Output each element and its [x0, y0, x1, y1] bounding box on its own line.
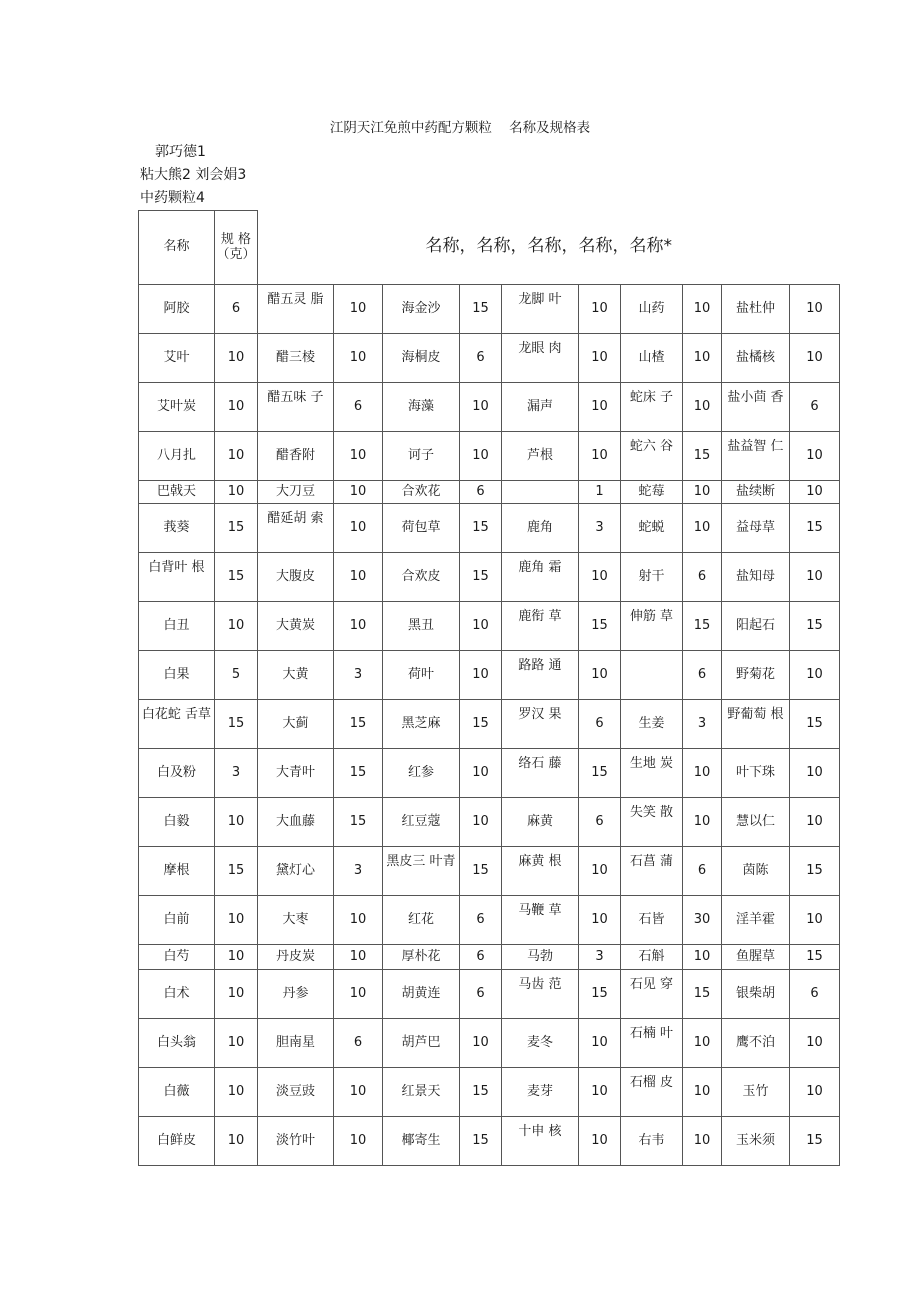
herb-name-cell: 罗汉 果: [502, 700, 579, 749]
spec-grams-cell: 10: [215, 481, 258, 504]
herb-name-cell: 盐杜仲: [722, 285, 790, 334]
table-row: [139, 334, 840, 383]
spec-grams-cell: 15: [215, 553, 258, 602]
herb-name-cell: 白及粉: [139, 749, 215, 798]
header-spec: [215, 211, 258, 285]
table-row: [139, 798, 840, 847]
herb-name-cell: 淡豆豉: [258, 1068, 334, 1117]
herb-name-cell: 叶下珠: [722, 749, 790, 798]
herb-name-cell: 合欢花: [383, 481, 460, 504]
table-row: [139, 1068, 840, 1117]
herb-name-cell: 白丑: [139, 602, 215, 651]
spec-grams-cell: 10: [334, 970, 383, 1019]
spec-grams-cell: 10: [683, 383, 722, 432]
herb-name-cell: 山药: [621, 285, 683, 334]
author-line-2: 粘大熊2 刘会娟3: [140, 167, 247, 183]
spec-grams-cell: 10: [460, 798, 502, 847]
herb-name-cell: 野菊花: [722, 651, 790, 700]
spec-grams-cell: 6: [460, 896, 502, 945]
spec-grams-cell: 10: [460, 1019, 502, 1068]
spec-grams-cell: 10: [460, 383, 502, 432]
herb-name-cell: 盐知母: [722, 553, 790, 602]
herb-name-cell: 蛇莓: [621, 481, 683, 504]
spec-grams-cell: 15: [460, 504, 502, 553]
herb-name-cell: 阳起石: [722, 602, 790, 651]
spec-grams-cell: 10: [790, 1019, 840, 1068]
spec-grams-cell: 6: [460, 334, 502, 383]
spec-grams-cell: 10: [579, 896, 621, 945]
table-header-row: [139, 211, 840, 285]
spec-grams-cell: 6: [579, 798, 621, 847]
spec-grams-cell: 10: [579, 651, 621, 700]
spec-grams-cell: 6: [790, 383, 840, 432]
herb-name-cell: 醋三棱: [258, 334, 334, 383]
spec-grams-cell: 15: [334, 798, 383, 847]
herb-name-cell: 石见 穿: [621, 970, 683, 1019]
herb-name-cell: 马齿 范: [502, 970, 579, 1019]
herb-name-cell: 芦根: [502, 432, 579, 481]
herb-name-cell: 胆南星: [258, 1019, 334, 1068]
herb-name-cell: 白花蛇 舌草: [139, 700, 215, 749]
spec-grams-cell: 3: [334, 847, 383, 896]
spec-grams-cell: 15: [790, 945, 840, 970]
spec-grams-cell: 15: [790, 504, 840, 553]
spec-grams-cell: 10: [790, 651, 840, 700]
spec-grams-cell: 10: [579, 334, 621, 383]
herb-name-cell: 玉米须: [722, 1117, 790, 1166]
herb-name-cell: 石菖 蒲: [621, 847, 683, 896]
herb-name-cell: 大血藤: [258, 798, 334, 847]
spec-grams-cell: 15: [334, 749, 383, 798]
spec-grams-cell: 10: [215, 945, 258, 970]
spec-grams-cell: 10: [334, 285, 383, 334]
table-row: [139, 602, 840, 651]
herb-name-cell: 厚朴花: [383, 945, 460, 970]
spec-grams-cell: 10: [790, 481, 840, 504]
spec-grams-cell: 10: [215, 383, 258, 432]
herb-name-cell: 海金沙: [383, 285, 460, 334]
header-name: 名称: [139, 211, 215, 285]
herb-name-cell: 右韦: [621, 1117, 683, 1166]
herb-name-cell: 络石 藤: [502, 749, 579, 798]
herb-name-cell: 麦冬: [502, 1019, 579, 1068]
herb-name-cell: 大枣: [258, 896, 334, 945]
herb-name-cell: 白果: [139, 651, 215, 700]
herb-name-cell: 红景天: [383, 1068, 460, 1117]
herb-name-cell: 麻黄 根: [502, 847, 579, 896]
spec-grams-cell: 15: [579, 602, 621, 651]
spec-grams-cell: 15: [460, 285, 502, 334]
herb-name-cell: 白前: [139, 896, 215, 945]
herb-name-cell: 胡黄连: [383, 970, 460, 1019]
spec-grams-cell: 6: [460, 945, 502, 970]
spec-grams-cell: 10: [683, 798, 722, 847]
table-row: [139, 1117, 840, 1166]
spec-grams-cell: 15: [790, 602, 840, 651]
herb-name-cell: 白头翁: [139, 1019, 215, 1068]
spec-grams-cell: 10: [579, 383, 621, 432]
spec-grams-cell: 10: [334, 504, 383, 553]
herb-name-cell: 石榴 皮: [621, 1068, 683, 1117]
herb-name-cell: 荷包草: [383, 504, 460, 553]
herb-name-cell: 摩根: [139, 847, 215, 896]
spec-grams-cell: 10: [215, 1117, 258, 1166]
spec-grams-cell: 10: [215, 798, 258, 847]
herb-name-cell: 生姜: [621, 700, 683, 749]
herb-name-cell: 蛇床 子: [621, 383, 683, 432]
herb-name-cell: 鹰不泊: [722, 1019, 790, 1068]
spec-grams-cell: 15: [683, 970, 722, 1019]
herb-name-cell: 白术: [139, 970, 215, 1019]
spec-grams-cell: 6: [460, 481, 502, 504]
herb-name-cell: 海藻: [383, 383, 460, 432]
spec-grams-cell: 6: [790, 970, 840, 1019]
herb-name-cell: 海桐皮: [383, 334, 460, 383]
herb-name-cell: 淡竹叶: [258, 1117, 334, 1166]
spec-grams-cell: 10: [215, 1019, 258, 1068]
herb-name-cell: 蛇六 谷: [621, 432, 683, 481]
herb-name-cell: 盐续断: [722, 481, 790, 504]
herb-name-cell: 大黄: [258, 651, 334, 700]
herb-name-cell: 胡芦巴: [383, 1019, 460, 1068]
herb-name-cell: 马勃: [502, 945, 579, 970]
spec-grams-cell: 10: [579, 285, 621, 334]
spec-grams-cell: 10: [334, 553, 383, 602]
spec-grams-cell: 6: [683, 553, 722, 602]
spec-grams-cell: 15: [790, 1117, 840, 1166]
herb-name-cell: 蛇蜕: [621, 504, 683, 553]
table-row: [139, 1019, 840, 1068]
spec-grams-cell: 10: [579, 432, 621, 481]
spec-grams-cell: 15: [215, 700, 258, 749]
herb-name-cell: 大黄炭: [258, 602, 334, 651]
herb-name-cell: 鹿角 霜: [502, 553, 579, 602]
herb-name-cell: 伸筋 草: [621, 602, 683, 651]
spec-grams-cell: 6: [683, 651, 722, 700]
spec-grams-cell: 10: [790, 1068, 840, 1117]
spec-grams-cell: 3: [579, 504, 621, 553]
spec-grams-cell: 10: [683, 334, 722, 383]
spec-grams-cell: 1: [579, 481, 621, 504]
herb-name-cell: 醋香附: [258, 432, 334, 481]
herb-name-cell: 麦芽: [502, 1068, 579, 1117]
herb-name-cell: 白背叶 根: [139, 553, 215, 602]
spec-grams-cell: 30: [683, 896, 722, 945]
herb-name-cell: 银柴胡: [722, 970, 790, 1019]
spec-grams-cell: 10: [215, 432, 258, 481]
herb-name-cell: 盐小茴 香: [722, 383, 790, 432]
herb-name-cell: 玉竹: [722, 1068, 790, 1117]
document-title: 江阴天江免煎中药配方颗粒 名称及规格表: [329, 120, 591, 136]
spec-grams-cell: 15: [460, 1117, 502, 1166]
herb-name-cell: 鱼腥草: [722, 945, 790, 970]
herb-name-cell: 生地 炭: [621, 749, 683, 798]
spec-grams-cell: 10: [334, 602, 383, 651]
herb-name-cell: 丹皮炭: [258, 945, 334, 970]
herb-name-cell: [621, 651, 683, 700]
herb-name-cell: 鹿角: [502, 504, 579, 553]
table-row: [139, 847, 840, 896]
herb-name-cell: 诃子: [383, 432, 460, 481]
herb-name-cell: 椰寄生: [383, 1117, 460, 1166]
herb-name-cell: 醋五灵 脂: [258, 285, 334, 334]
spec-grams-cell: 10: [790, 798, 840, 847]
herb-name-cell: 石楠 叶: [621, 1019, 683, 1068]
herb-name-cell: 醋延胡 索: [258, 504, 334, 553]
table-row: [139, 553, 840, 602]
herb-name-cell: 红参: [383, 749, 460, 798]
table-row: [139, 945, 840, 970]
herb-name-cell: 大蓟: [258, 700, 334, 749]
herb-name-cell: 茵陈: [722, 847, 790, 896]
spec-grams-cell: 15: [215, 504, 258, 553]
herb-name-cell: 莪葵: [139, 504, 215, 553]
herb-name-cell: 巴戟天: [139, 481, 215, 504]
herb-name-cell: 白鲜皮: [139, 1117, 215, 1166]
author-line-1: 郭巧德1: [155, 144, 206, 160]
herb-name-cell: 淫羊霍: [722, 896, 790, 945]
spec-grams-cell: 10: [683, 504, 722, 553]
spec-grams-cell: 10: [579, 553, 621, 602]
spec-grams-cell: 3: [579, 945, 621, 970]
spec-grams-cell: 10: [683, 749, 722, 798]
herb-name-cell: 盐橘核: [722, 334, 790, 383]
spec-grams-cell: 10: [460, 602, 502, 651]
herb-name-cell: 八月扎: [139, 432, 215, 481]
header-repeat: 名称，名称，名称，名称，名称*: [258, 211, 840, 285]
herb-name-cell: 路路 通: [502, 651, 579, 700]
spec-grams-cell: 10: [460, 651, 502, 700]
herb-name-cell: 艾叶: [139, 334, 215, 383]
table-row: [139, 504, 840, 553]
spec-grams-cell: 10: [683, 285, 722, 334]
spec-grams-cell: 10: [579, 1019, 621, 1068]
spec-grams-cell: 10: [790, 432, 840, 481]
spec-grams-cell: 6: [334, 383, 383, 432]
spec-grams-cell: 6: [683, 847, 722, 896]
table-row: [139, 749, 840, 798]
spec-grams-cell: 15: [790, 700, 840, 749]
spec-grams-cell: 10: [215, 602, 258, 651]
herb-name-cell: 射干: [621, 553, 683, 602]
spec-grams-cell: 10: [683, 481, 722, 504]
herb-name-cell: 黑丑: [383, 602, 460, 651]
herb-spec-table: [138, 210, 840, 1166]
spec-grams-cell: 10: [790, 334, 840, 383]
herb-name-cell: 十申 核: [502, 1117, 579, 1166]
table-row: [139, 383, 840, 432]
spec-grams-cell: 10: [579, 847, 621, 896]
spec-grams-cell: 10: [790, 285, 840, 334]
herb-name-cell: 合欢皮: [383, 553, 460, 602]
spec-grams-cell: 15: [215, 847, 258, 896]
herb-name-cell: 白毅: [139, 798, 215, 847]
spec-grams-cell: 10: [334, 334, 383, 383]
header-spec-line1: 规 格: [220, 231, 252, 247]
spec-grams-cell: 15: [683, 432, 722, 481]
spec-grams-cell: 10: [334, 481, 383, 504]
herb-name-cell: 醋五味 子: [258, 383, 334, 432]
spec-grams-cell: 15: [579, 749, 621, 798]
spec-grams-cell: 15: [579, 970, 621, 1019]
spec-grams-cell: 5: [215, 651, 258, 700]
spec-grams-cell: 10: [460, 432, 502, 481]
table-row: [139, 285, 840, 334]
spec-grams-cell: 10: [215, 1068, 258, 1117]
spec-grams-cell: 10: [215, 896, 258, 945]
spec-grams-cell: 10: [683, 1117, 722, 1166]
herb-name-cell: 慧以仁: [722, 798, 790, 847]
spec-grams-cell: 10: [334, 896, 383, 945]
spec-grams-cell: 15: [460, 1068, 502, 1117]
spec-grams-cell: 10: [215, 334, 258, 383]
table-row: [139, 432, 840, 481]
herb-name-cell: 益母草: [722, 504, 790, 553]
spec-grams-cell: 10: [215, 970, 258, 1019]
herb-name-cell: 艾叶炭: [139, 383, 215, 432]
herb-name-cell: 石皆: [621, 896, 683, 945]
herb-name-cell: 漏声: [502, 383, 579, 432]
header-spec-line2: （克）: [216, 246, 256, 262]
spec-grams-cell: 15: [334, 700, 383, 749]
herb-name-cell: 阿胶: [139, 285, 215, 334]
herb-name-cell: 丹参: [258, 970, 334, 1019]
herb-name-cell: 石斛: [621, 945, 683, 970]
herb-name-cell: 失笑 散: [621, 798, 683, 847]
spec-grams-cell: 10: [334, 1117, 383, 1166]
spec-grams-cell: 10: [334, 432, 383, 481]
spec-grams-cell: 6: [334, 1019, 383, 1068]
spec-grams-cell: 6: [579, 700, 621, 749]
spec-grams-cell: 15: [460, 847, 502, 896]
spec-grams-cell: 15: [790, 847, 840, 896]
herb-name-cell: [502, 481, 579, 504]
spec-grams-cell: 10: [579, 1117, 621, 1166]
spec-grams-cell: 10: [460, 749, 502, 798]
spec-grams-cell: 10: [683, 945, 722, 970]
table-row: [139, 481, 840, 504]
table-row: [139, 896, 840, 945]
spec-grams-cell: 10: [790, 749, 840, 798]
herb-name-cell: 红花: [383, 896, 460, 945]
spec-grams-cell: 10: [790, 896, 840, 945]
spec-grams-cell: 6: [460, 970, 502, 1019]
spec-grams-cell: 10: [579, 1068, 621, 1117]
spec-grams-cell: 3: [334, 651, 383, 700]
herb-name-cell: 盐益智 仁: [722, 432, 790, 481]
spec-grams-cell: 10: [683, 1019, 722, 1068]
spec-grams-cell: 15: [683, 602, 722, 651]
spec-grams-cell: 3: [683, 700, 722, 749]
herb-name-cell: 山楂: [621, 334, 683, 383]
herb-name-cell: 荷叶: [383, 651, 460, 700]
spec-grams-cell: 10: [334, 945, 383, 970]
herb-name-cell: 野葡萄 根: [722, 700, 790, 749]
herb-name-cell: 白薇: [139, 1068, 215, 1117]
herb-name-cell: 黑芝麻: [383, 700, 460, 749]
herb-name-cell: 大刀豆: [258, 481, 334, 504]
herb-name-cell: 红豆蔻: [383, 798, 460, 847]
herb-name-cell: 龙眼 肉: [502, 334, 579, 383]
table-row: [139, 651, 840, 700]
herb-name-cell: 白芍: [139, 945, 215, 970]
spec-grams-cell: 3: [215, 749, 258, 798]
herb-name-cell: 大青叶: [258, 749, 334, 798]
herb-name-cell: 黑皮三 叶青: [383, 847, 460, 896]
herb-name-cell: 大腹皮: [258, 553, 334, 602]
spec-grams-cell: 10: [790, 553, 840, 602]
table-row: [139, 700, 840, 749]
spec-grams-cell: 10: [334, 1068, 383, 1117]
spec-grams-cell: 15: [460, 553, 502, 602]
herb-name-cell: 鹿衔 草: [502, 602, 579, 651]
author-line-3: 中药颗粒4: [140, 190, 205, 206]
spec-grams-cell: 10: [683, 1068, 722, 1117]
herb-name-cell: 麻黄: [502, 798, 579, 847]
herb-name-cell: 龙脚 叶: [502, 285, 579, 334]
herb-name-cell: 黛灯心: [258, 847, 334, 896]
spec-grams-cell: 15: [460, 700, 502, 749]
table-row: [139, 970, 840, 1019]
spec-grams-cell: 6: [215, 285, 258, 334]
herb-name-cell: 马鞭 草: [502, 896, 579, 945]
